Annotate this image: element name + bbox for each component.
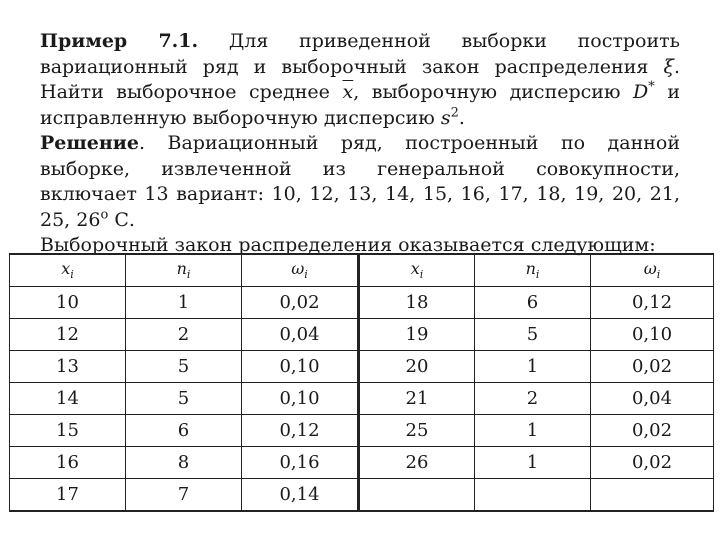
header-x-left: $x_i$	[10, 254, 126, 287]
cell-right-x: 18	[359, 287, 475, 319]
cell-right-n: 1	[475, 351, 591, 383]
cell-right-w: 0,02	[591, 351, 714, 383]
cell-left-w: 0,14	[242, 479, 359, 512]
cell-right-x	[359, 479, 475, 512]
header-w-left: $\omega_i$	[242, 254, 359, 287]
cell-left-n: 6	[126, 415, 242, 447]
text-block	[40, 29, 680, 259]
table-header-row	[10, 254, 714, 287]
header-n-right: $n_i$	[475, 254, 591, 287]
cell-left-w: 0,16	[242, 447, 359, 479]
table-row	[10, 383, 714, 415]
table-row	[10, 415, 714, 447]
cell-right-w	[591, 479, 714, 512]
cell-right-w: 0,04	[591, 383, 714, 415]
cell-left-w: 0,10	[242, 351, 359, 383]
problem-text-d: и исправленную выборочную дисперсию	[40, 81, 680, 129]
cell-right-n: 6	[475, 287, 591, 319]
cell-right-x: 19	[359, 319, 475, 351]
cell-right-w: 0,10	[591, 319, 714, 351]
s-symbol: s	[440, 106, 451, 129]
cell-right-n: 5	[475, 319, 591, 351]
cell-left-x: 16	[10, 447, 126, 479]
cell-right-x: 26	[359, 447, 475, 479]
cell-left-x: 15	[10, 415, 126, 447]
cell-right-x: 20	[359, 351, 475, 383]
d-symbol: D	[633, 81, 649, 103]
xbar-symbol: $\overline{x}$	[342, 81, 354, 103]
problem-paragraph	[40, 29, 680, 131]
distribution-table	[9, 253, 714, 512]
cell-left-w: 0,04	[242, 319, 359, 351]
cell-right-n	[475, 479, 591, 512]
problem-text-c: , выборочную дисперсию	[353, 81, 621, 103]
header-n-left: $n_i$	[126, 254, 242, 287]
table-row	[10, 447, 714, 479]
problem-label: Пример 7.1.	[40, 30, 199, 52]
cell-left-x: 12	[10, 319, 126, 351]
cell-right-n: 1	[475, 447, 591, 479]
cell-left-w: 0,10	[242, 383, 359, 415]
law-line: Выборочный закон распределения оказывается следующим:	[40, 234, 656, 256]
header-x-right: $x_i$	[359, 254, 475, 287]
cell-right-w: 0,02	[591, 415, 714, 447]
header-w-right: $\omega_i$	[591, 254, 714, 287]
solution-unit: С.	[114, 208, 135, 231]
cell-left-n: 7	[126, 479, 242, 512]
xi-symbol: ξ	[663, 55, 674, 78]
cell-left-n: 8	[126, 447, 242, 479]
cell-right-n: 1	[475, 415, 591, 447]
table-row	[10, 479, 714, 512]
cell-left-x: 13	[10, 351, 126, 383]
cell-left-x: 17	[10, 479, 126, 512]
d-superscript: *	[648, 79, 655, 95]
problem-text-a: Для приведенной выборки построить вариационный ряд и выборочный закон распределения	[40, 30, 681, 78]
solution-paragraph	[40, 131, 680, 233]
cell-left-n: 1	[126, 287, 242, 319]
problem-end: .	[458, 106, 465, 129]
cell-left-x: 10	[10, 287, 126, 319]
cell-right-w: 0,02	[591, 447, 714, 479]
table-row	[10, 351, 714, 383]
solution-values: 10, 12, 13, 14, 15, 16, 17, 18, 19, 20, 21, 25, 26	[40, 183, 680, 231]
degree-superscript: о	[100, 207, 109, 223]
cell-left-w: 0,12	[242, 415, 359, 447]
cell-left-x: 14	[10, 383, 126, 415]
cell-right-x: 25	[359, 415, 475, 447]
problem-text-b: . Найти выборочное среднее	[40, 55, 680, 103]
cell-left-n: 2	[126, 319, 242, 351]
cell-right-w: 0,12	[591, 287, 714, 319]
solution-label: Решение	[40, 132, 139, 154]
cell-left-n: 5	[126, 383, 242, 415]
cell-right-n: 2	[475, 383, 591, 415]
cell-left-n: 5	[126, 351, 242, 383]
solution-text: . Вариационный ряд, построенный по данной выборке, извлеченной из генеральной совокупности, включает 13 вариант:	[40, 132, 680, 205]
table-row	[10, 319, 714, 351]
table-row	[10, 287, 714, 319]
cell-right-x: 21	[359, 383, 475, 415]
s-superscript: 2	[450, 105, 459, 121]
cell-left-w: 0,02	[242, 287, 359, 319]
